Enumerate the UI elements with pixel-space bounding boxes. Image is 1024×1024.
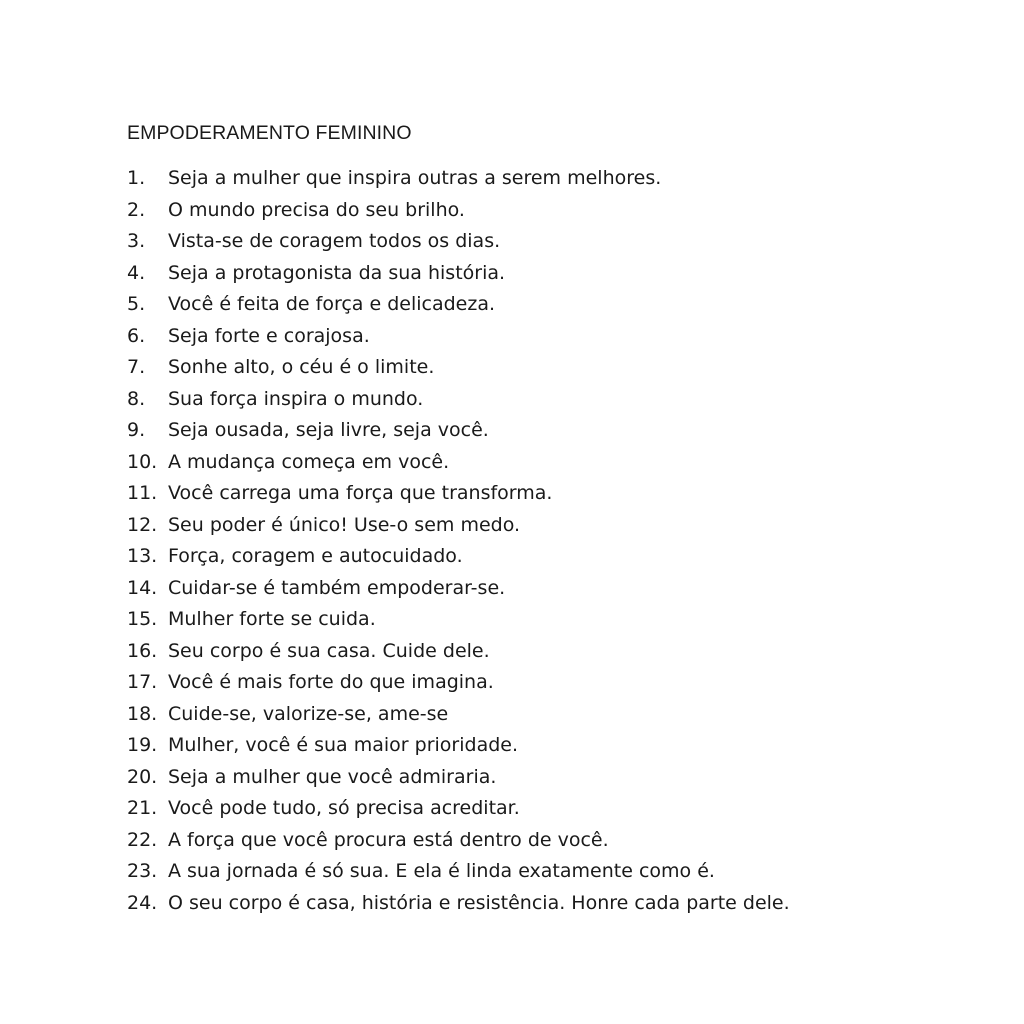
item-text: Você é mais forte do que imagina.: [168, 671, 494, 693]
item-text: Vista-se de coragem todos os dias.: [168, 230, 501, 252]
item-text: A força que você procura está dentro de você.: [168, 828, 609, 851]
item-text: Mulher, você é sua maior prioridade.: [168, 734, 518, 756]
item-number: 20.: [127, 765, 158, 788]
item-number: 17.: [127, 671, 158, 693]
list-item: [127, 793, 987, 825]
document-title: EMPODERAMENTO FEMININO: [127, 122, 412, 144]
list-item: [127, 667, 987, 699]
item-number: 4.: [127, 261, 146, 284]
item-number: 14.: [127, 576, 158, 599]
list-item: [127, 415, 987, 447]
list-item: [127, 856, 987, 888]
list-item: [127, 226, 987, 258]
item-number: 21.: [127, 797, 158, 819]
item-text: Você pode tudo, só precisa acreditar.: [168, 797, 520, 819]
item-number: 13.: [127, 545, 158, 567]
list-item: [127, 195, 987, 227]
item-number: 8.: [127, 387, 146, 410]
list-item: [127, 447, 987, 479]
document-page: [127, 118, 987, 919]
item-number: 19.: [127, 734, 158, 756]
item-text: Seja a mulher que você admiraria.: [168, 765, 497, 788]
item-text: Você é feita de força e delicadeza.: [168, 293, 495, 315]
item-number: 6.: [127, 324, 146, 347]
item-number: 2.: [127, 198, 146, 221]
item-text: O seu corpo é casa, história e resistência. Honre cada parte dele.: [168, 891, 790, 914]
item-number: 12.: [127, 513, 158, 536]
affirmation-list: [127, 163, 987, 919]
item-number: 5.: [127, 293, 146, 315]
item-text: Cuide-se, valorize-se, ame-se: [168, 702, 449, 725]
item-text: A mudança começa em você.: [168, 450, 450, 473]
list-item: [127, 730, 987, 762]
list-item: [127, 573, 987, 605]
item-text: Seu poder é único! Use-o sem medo.: [168, 513, 521, 536]
list-item: [127, 289, 987, 321]
item-text: Cuidar-se é também empoderar-se.: [168, 576, 506, 599]
list-item: [127, 636, 987, 668]
item-number: 1.: [127, 167, 146, 189]
list-item: [127, 541, 987, 573]
item-number: 11.: [127, 482, 158, 504]
item-number: 15.: [127, 608, 158, 630]
item-text: Seja forte e corajosa.: [168, 324, 370, 347]
list-item: [127, 888, 987, 920]
item-text: Sonhe alto, o céu é o limite.: [168, 356, 435, 378]
item-number: 18.: [127, 702, 158, 725]
item-text: Seja ousada, seja livre, seja você.: [168, 419, 489, 441]
item-text: Seu corpo é sua casa. Cuide dele.: [168, 639, 490, 662]
list-item: [127, 510, 987, 542]
list-item: [127, 321, 987, 353]
item-number: 16.: [127, 639, 158, 662]
item-text: Você carrega uma força que transforma.: [168, 482, 553, 504]
item-number: 10.: [127, 450, 158, 473]
list-item: [127, 762, 987, 794]
item-number: 22.: [127, 828, 158, 851]
item-text: Sua força inspira o mundo.: [168, 387, 424, 410]
item-number: 23.: [127, 860, 158, 882]
list-item: [127, 163, 987, 195]
item-number: 9.: [127, 419, 146, 441]
item-number: 24.: [127, 891, 158, 914]
list-item: [127, 384, 987, 416]
item-text: A sua jornada é só sua. E ela é linda exatamente como é.: [168, 860, 715, 882]
item-text: O mundo precisa do seu brilho.: [168, 198, 465, 221]
list-item: [127, 604, 987, 636]
list-item: [127, 352, 987, 384]
list-item: [127, 478, 987, 510]
item-number: 3.: [127, 230, 146, 252]
item-text: Força, coragem e autocuidado.: [168, 545, 463, 567]
item-text: Seja a mulher que inspira outras a serem melhores.: [168, 167, 662, 189]
item-text: Mulher forte se cuida.: [168, 608, 376, 630]
item-number: 7.: [127, 356, 146, 378]
list-item: [127, 825, 987, 857]
item-text: Seja a protagonista da sua história.: [168, 261, 506, 284]
list-item: [127, 699, 987, 731]
list-item: [127, 258, 987, 290]
